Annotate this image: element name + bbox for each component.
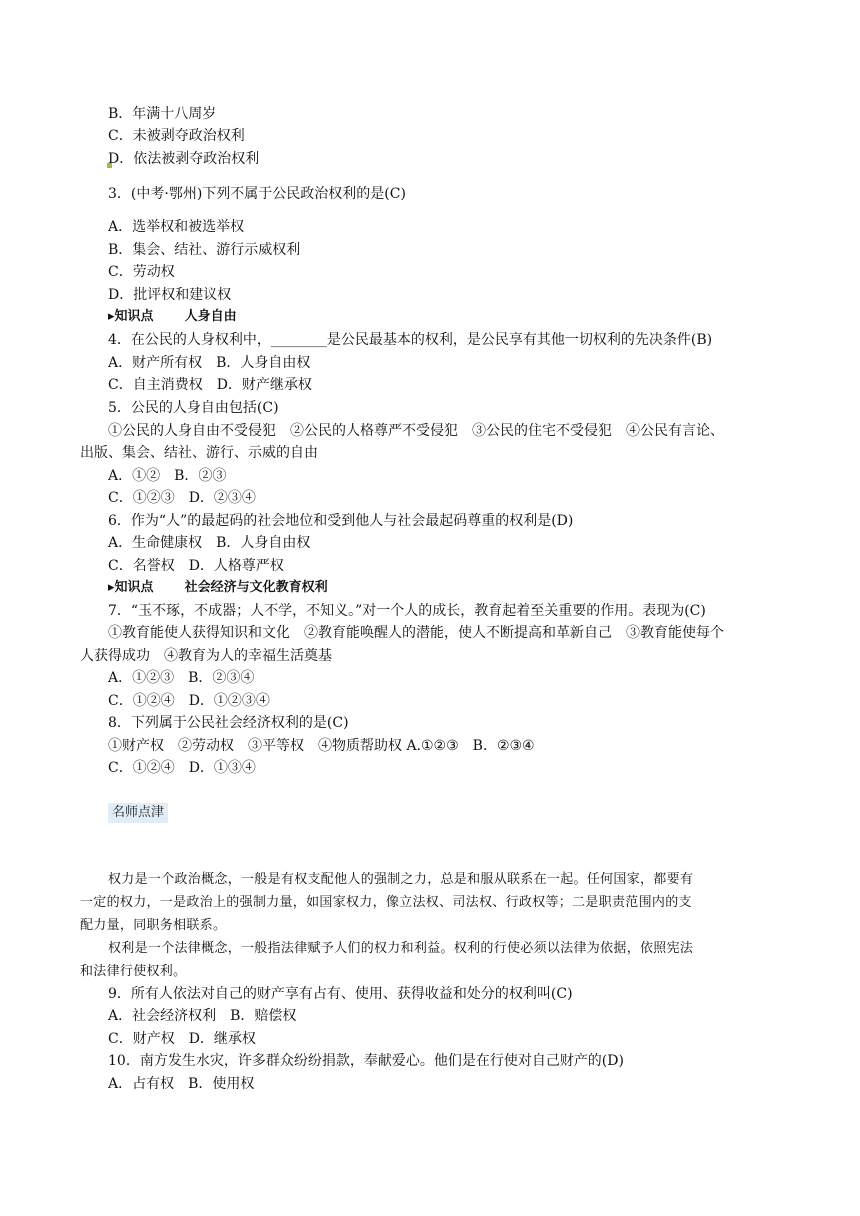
question-7: 7．“玉不琢，不成器；人不学，不知义。”对一个人的成长，教育起着至关重要的作用。表现为(C) xyxy=(108,603,706,619)
option-c: C．劳动权 xyxy=(108,264,175,280)
question-6: 6．作为“人”的最起码的社会地位和受到他人与社会最起码尊重的权利是(D) xyxy=(108,513,574,529)
options-ab: A．①②③ B．②③④ xyxy=(108,670,255,686)
question-10: 10．南方发生水灾，许多群众纷纷捐款，奉献爱心。他们是在行使对自己财产的(D) xyxy=(108,1053,624,1069)
options-cd: C．①②③ D．②③④ xyxy=(108,490,256,506)
option-d: D．依法被剥夺政治权利 xyxy=(108,151,260,167)
question-4: 4．在公民的人身权利中，________是公民最基本的权利，是公民享有其他一切权利的先决条件(B) xyxy=(108,332,713,348)
tip-paragraph-2-line-2: 和法律行使权利。 xyxy=(80,964,187,979)
question-9: 9．所有人依法对自己的财产享有占有、使用、获得收益和处分的权利叫(C) xyxy=(108,986,573,1002)
tip-paragraph-2-line-1: 权利是一个法律概念，一般指法律赋予人们的权力和利益。权利的行使必须以法律为依据，依照宪法 xyxy=(108,941,694,956)
option-a: A．选举权和被选举权 xyxy=(108,219,245,235)
teacher-tip-badge: 名师点津 xyxy=(108,803,168,823)
section-marker: ▸知识点 xyxy=(108,580,154,595)
option-b: B．年满十八周岁 xyxy=(108,106,217,122)
options-cd: C．名誉权 D．人格尊严权 xyxy=(108,558,284,574)
options-ab: A．①② B．②③ xyxy=(108,468,227,484)
question-7-statements-cont: 人获得成功 ④教育为人的幸福生活奠基 xyxy=(80,648,332,664)
tip-paragraph-1-line-1: 权力是一个政治概念，一般是有权支配他人的强制之力，总是和服从联系在一起。任何国家，都要有 xyxy=(108,872,694,887)
options-ab: A．生命健康权 B．人身自由权 xyxy=(108,535,311,551)
option-b: B．集会、结社、游行示威权利 xyxy=(108,242,301,258)
section-heading-socioeconomic-rights xyxy=(108,578,328,598)
section-marker: ▸知识点 xyxy=(108,309,154,324)
options-cd: C．财产权 D．继承权 xyxy=(108,1031,256,1047)
question-8-statements: ①财产权 ②劳动权 ③平等权 ④物质帮助权 A.①②③ B．②③④ xyxy=(108,738,535,754)
options-ab: A．占有权 B．使用权 xyxy=(108,1076,255,1092)
question-5-statements-cont: 出版、集会、结社、游行、示威的自由 xyxy=(80,445,318,461)
options-cd: C．①②④ D．①③④ xyxy=(108,760,256,776)
question-7-statements: ①教育能使人获得知识和文化 ②教育能唤醒人的潜能，使人不断提高和革新自己 ③教育能使每个 xyxy=(108,625,724,641)
options-cd: C．自主消费权 D．财产继承权 xyxy=(108,377,312,393)
options-ab: A．财产所有权 B．人身自由权 xyxy=(108,355,311,371)
section-title: 社会经济与文化教育权利 xyxy=(184,580,328,595)
tip-paragraph-1-line-3: 配力量，同职务相联系。 xyxy=(80,918,227,933)
question-3: 3．(中考·鄂州)下列不属于公民政治权利的是(C) xyxy=(108,186,406,202)
options-cd: C．①②④ D．①②③④ xyxy=(108,693,270,709)
section-heading-personal-freedom xyxy=(108,307,237,327)
question-5-statements: ①公民的人身自由不受侵犯 ②公民的人格尊严不受侵犯 ③公民的住宅不受侵犯 ④公民有言论、 xyxy=(108,423,724,439)
section-title: 人身自由 xyxy=(184,309,237,324)
option-d: D．批评权和建议权 xyxy=(108,287,232,303)
option-c: C．未被剥夺政治权利 xyxy=(108,128,245,144)
tip-paragraph-1-line-2: 一定的权力，一是政治上的强制力量，如国家权力，像立法权、司法权、行政权等；二是职责范围内的支 xyxy=(80,895,692,910)
question-8: 8．下列属于公民社会经济权利的是(C) xyxy=(108,715,349,731)
options-ab: A．社会经济权利 B．赔偿权 xyxy=(108,1008,297,1024)
question-5: 5．公民的人身自由包括(C) xyxy=(108,400,279,416)
